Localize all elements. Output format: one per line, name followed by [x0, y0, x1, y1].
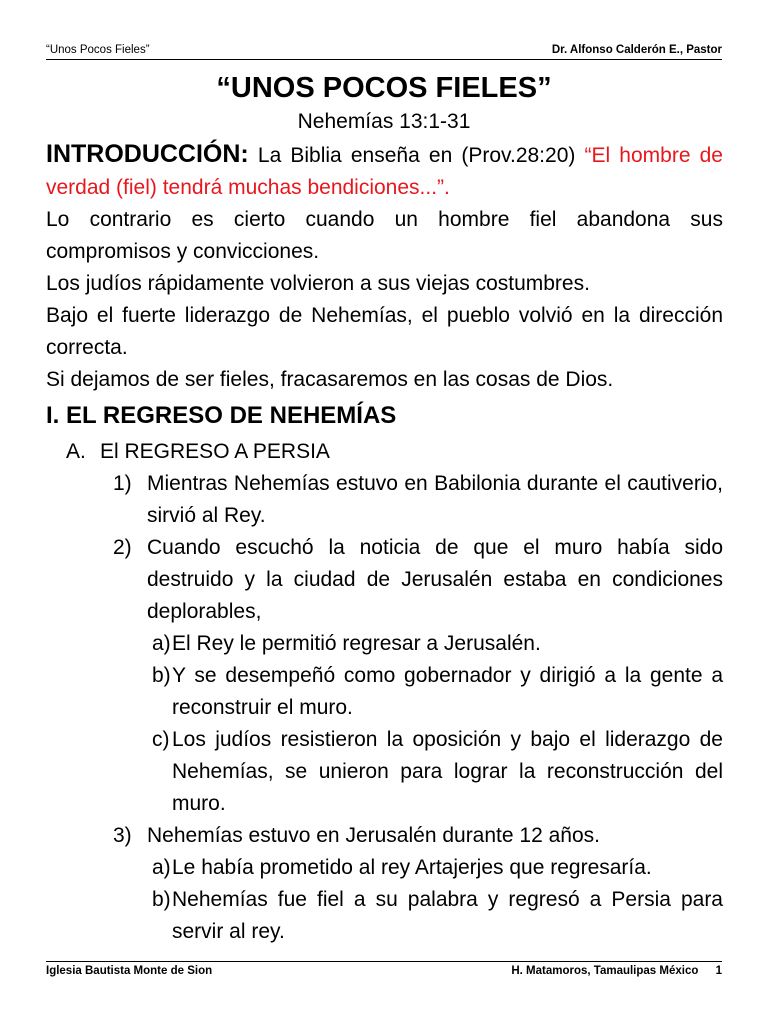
footer-location-wrap: [511, 965, 722, 977]
section-heading: I. EL REGRESO DE NEHEMÍAS: [46, 402, 397, 429]
outline-text: Y se desempeñó como gobernador y dirigió a la gente a reconstruir el muro.: [172, 664, 723, 719]
sermon-title: “UNOS POCOS FIELES”: [216, 72, 552, 104]
outline-subitem: [46, 852, 723, 884]
outline-marker: c): [152, 728, 170, 751]
introduction-text: La Biblia enseña en (Prov.28:20): [248, 144, 585, 167]
outline-text: El Rey le permitió regresar a Jerusalén.: [172, 632, 541, 655]
introduction-paragraph: [46, 138, 723, 204]
page-number: 1: [715, 965, 722, 977]
outline-subitem: [46, 628, 723, 660]
outline-marker: 1): [113, 472, 132, 495]
outline-item: [46, 820, 723, 852]
outline-subitem: [46, 724, 723, 820]
paragraph: Lo contrario es cierto cuando un hombre fiel abandona sus compromisos y convicciones.: [46, 208, 723, 263]
outline-text: Mientras Nehemías estuvo en Babilonia durante el cautiverio, sirvió al Rey.: [147, 472, 723, 527]
outline-marker: 2): [113, 536, 132, 559]
outline-marker: a): [152, 632, 171, 655]
outline-marker: a): [152, 856, 171, 879]
outline-text: Nehemías fue fiel a su palabra y regresó a Persia para servir al rey.: [172, 888, 723, 943]
outline-item: [46, 468, 723, 532]
outline-marker: b): [152, 888, 171, 911]
introduction-quote: “El hombre de verdad (fiel) tendrá muchas bendiciones...”.: [46, 144, 723, 199]
outline-subitem: [46, 884, 723, 948]
outline-marker: A.: [66, 440, 86, 463]
page-header: [46, 44, 722, 60]
footer-church: Iglesia Bautista Monte de Sion: [46, 965, 213, 977]
page-footer: [46, 961, 722, 977]
outline-text: Los judíos resistieron la oposición y bajo el liderazgo de Nehemías, se unieron para lograr la reconstrucción del muro.: [172, 728, 723, 815]
paragraph: Bajo el fuerte liderazgo de Nehemías, el pueblo volvió en la dirección correcta.: [46, 304, 723, 359]
footer-location: H. Matamoros, Tamaulipas México: [511, 965, 699, 977]
outline-text: Cuando escuchó la noticia de que el muro había sido destruido y la ciudad de Jerusalén estaba en condiciones deplorables,: [147, 536, 723, 623]
outline-text: El REGRESO A PERSIA: [100, 440, 330, 463]
paragraph: Si dejamos de ser fieles, fracasaremos en las cosas de Dios.: [46, 368, 614, 391]
outline-text: Le había prometido al rey Artajerjes que regresaría.: [172, 856, 652, 879]
outline-marker: 3): [113, 824, 132, 847]
outline-marker: b): [152, 664, 171, 687]
header-doc-title: “Unos Pocos Fieles”: [46, 44, 150, 56]
header-author: Dr. Alfonso Calderón E., Pastor: [551, 44, 722, 56]
outline-item-a: [46, 436, 723, 468]
outline-subitem: [46, 660, 723, 724]
introduction-label: INTRODUCCIÓN:: [46, 140, 249, 168]
outline-text: Nehemías estuvo en Jerusalén durante 12 años.: [147, 824, 600, 847]
paragraph: Los judíos rápidamente volvieron a sus viejas costumbres.: [46, 272, 590, 295]
outline-item: [46, 532, 723, 628]
scripture-reference: Nehemías 13:1-31: [297, 110, 471, 133]
sermon-body: [46, 138, 723, 948]
